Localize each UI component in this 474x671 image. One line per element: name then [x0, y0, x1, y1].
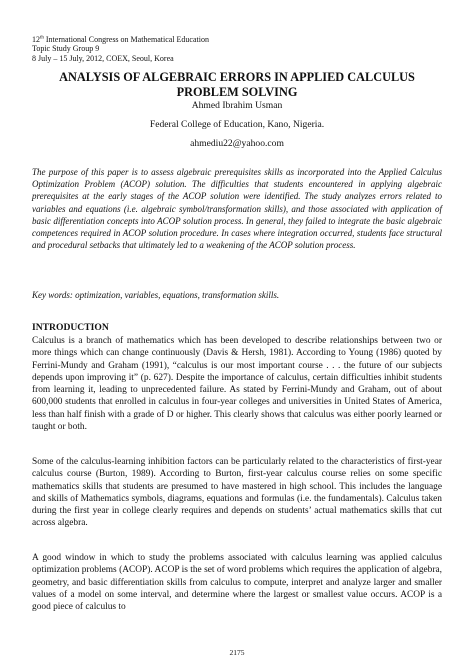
- introduction-heading: INTRODUCTION: [32, 322, 109, 333]
- dates-location: 8 July – 15 July, 2012, COEX, Seoul, Korea: [32, 53, 174, 63]
- congress-ordinal: th: [40, 35, 44, 41]
- author-affiliation: Federal College of Education, Kano, Nigeria.: [149, 119, 325, 130]
- topic-study-group: Topic Study Group 9: [32, 44, 100, 54]
- author-email: ahmediu22@yahoo.com: [190, 138, 284, 149]
- paper-title: [32, 70, 442, 100]
- intro-paragraph-2: Some of the calculus-learning inhibition factors can be particularly related to the characteristics of first-year calculus course (Burton, 1989). According to Burton, first-year calculus course relies on some specific mathematics skills that students are presumed to have mastered in high school. This includes the language and skills of Mathematics symbols, diagrams, equations and formulas (i.e. the fundamentals). Calculus taken during the first year in college clearly requires and depends on students’ actual mathematics skills that cut across algebra.: [32, 457, 442, 529]
- congress-name: International Congress on Mathematical Education: [43, 35, 209, 44]
- page-number: 2175: [229, 648, 245, 657]
- congress-number: 12: [32, 35, 40, 44]
- title-line-2: PROBLEM SOLVING: [176, 85, 298, 99]
- author-name: Ahmed Ibrahim Usman: [191, 100, 283, 111]
- title-line-1: ANALYSIS OF ALGEBRAIC ERRORS IN APPLIED CALCULUS: [59, 70, 415, 84]
- conference-header: [32, 35, 209, 63]
- abstract: The purpose of this paper is to assess algebraic prerequisites skills as incorporated into the Applied Calculus Optimization Problem (ACOP) solution. The difficulties that students encountered in applying algebraic prerequisites at the early stages of the ACOP solution were identified. The study analyzes errors related to variables and equations (i.e. algebraic symbol/transformation skills), and those associated with application of basic differentiation concepts into ACOP solution process. In general, they failed to integrate the basic algebraic competences required in ACOP solution procedure. In cases where integration occurred, students face structural and procedural setbacks that ultimately led to a weakening of the ACOP solution process.: [32, 167, 442, 251]
- intro-paragraph-1: Calculus is a branch of mathematics which has been developed to describe relationships between two or more things which can change continuously (Davis & Hersh, 1981). According to Young (1986) quoted by Ferrini-Mundy and Graham (1991), “calculus is our most important course . . . the future of our subjects depends upon improving it” (p. 627). Despite the importance of calculus, certain difficulties inhibit students from learning it, leading to unprecedented failure. As stated by Ferrini-Mundy and Graham, out of about 600,000 students that enrolled in calculus in four-year colleges and universities in United States of America, less than half finish with a grade of D or higher. This clearly shows that calculus was either poorly learned or taught or both.: [32, 336, 442, 433]
- congress-line: [32, 35, 209, 44]
- keywords: Key words: optimization, variables, equations, transformation skills.: [32, 290, 280, 300]
- intro-paragraph-3: A good window in which to study the problems associated with calculus learning was applied calculus optimization problems (ACOP). ACOP is the set of word problems which requires the application of algebra, geometry, and basic differentiation skills from calculus to compute, interpret and analyze larger and smaller values of a model on some interval, and determine where the largest or smallest value occurs. ACOP is a good piece of calculus to: [32, 553, 442, 613]
